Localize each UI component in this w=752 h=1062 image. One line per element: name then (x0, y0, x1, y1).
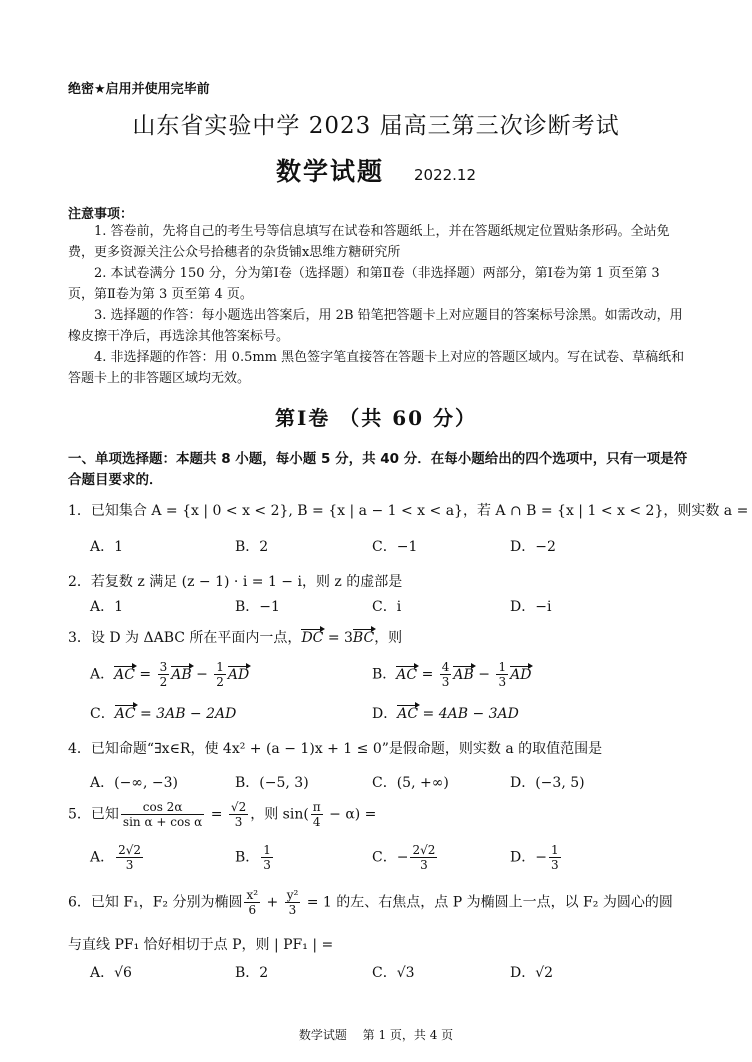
question-text: 设 D 为 ΔABC 所在平面内一点， (90, 630, 302, 646)
option-label: A． (90, 849, 115, 866)
denominator: 3 (498, 675, 507, 689)
question-number: 3． (68, 630, 91, 646)
minus: − (473, 666, 495, 683)
denominator: 2 (216, 675, 224, 689)
denominator: 3 (441, 675, 450, 689)
option-text: = 4AB − 3AD (422, 706, 519, 722)
question-2-stem (68, 571, 402, 591)
question-text: 已知集合 A = {x | 0 < x < 2}, B = {x | a − 1 < x < a}，若 A ∩ B = {x | 1 < x < 2}，则实数 a = (90, 503, 749, 519)
denominator: sin α + cos α (122, 815, 203, 829)
vector-ac: AC (397, 706, 419, 722)
fraction (214, 660, 226, 689)
fraction (496, 660, 508, 689)
question-6-stem-line2: 与直线 PF₁ 恰好相切于点 P，则 | PF₁ | = (68, 937, 334, 953)
vector-ac: AC (114, 706, 136, 722)
numerator: 4 (441, 660, 450, 674)
question-number: 6． (68, 894, 91, 911)
minus: − (191, 666, 213, 683)
fraction (158, 660, 170, 689)
question-text: 已知命题“∃x∈R，使 4x² + (a − 1)x + 1 ≤ 0”是假命题，则实数 a 的取值范围是 (90, 741, 603, 757)
page-footer: 数学试题 第 1 页，共 4 页 (298, 1028, 454, 1042)
fraction (121, 800, 204, 829)
fraction (410, 843, 437, 872)
q3-option-a (90, 660, 249, 689)
option-label: B． (235, 849, 260, 866)
vector-ab: AB (453, 666, 474, 683)
fraction (244, 888, 260, 917)
notice-item: 1. 答卷前，先将自己的考生号等信息填写在试卷和答题纸上，并在答题纸规定位置贴条形码。全站免费，更多资源关注公众号拾穗者的杂货铺x思维方糖研究所 (68, 224, 670, 260)
question-text: 已知 F₁，F₂ 分别为椭圆 (90, 894, 243, 911)
exam-subject (0, 152, 752, 188)
question-6-stem (68, 888, 673, 917)
fraction (311, 800, 323, 829)
notice-item: 3. 选择题的作答：每小题选出答案后，用 2B 铅笔把答题卡上对应题目的答案标号涂黑。如需改动，用橡皮擦干净后，再选涂其他答案标号。 (68, 308, 683, 344)
equals: = (417, 666, 438, 683)
denominator: 4 (312, 815, 321, 829)
numerator: 1 (216, 660, 224, 674)
secret-label: 绝密★启用并使用完毕前 (68, 82, 210, 97)
question-5-stem (68, 800, 376, 829)
volume-title: 第Ⅰ卷 （共 60 分） (274, 406, 478, 430)
question-text: = 1 的左、右焦点，点 P 为椭圆上一点，以 F₂ 为圆心的圆 (302, 894, 673, 911)
q3-option-c (90, 703, 236, 723)
vector-ab: AB (171, 666, 192, 683)
q2-option-b: B．−1 (235, 599, 280, 615)
q6-option-b: B．2 (235, 965, 269, 981)
equals: = (206, 806, 227, 823)
question-number: 1． (68, 503, 91, 519)
vector-dc: DC (301, 630, 324, 646)
option-label: C．− (372, 849, 409, 866)
numerator: 1 (263, 843, 271, 857)
q3-option-d (372, 703, 519, 723)
fraction (116, 843, 143, 872)
exam-date: 2022.12 (413, 166, 477, 184)
q4-option-a: A．(−∞, −3) (90, 775, 178, 791)
denominator: 2 (159, 675, 168, 689)
q5-option-a (90, 843, 145, 872)
q5-option-c (372, 843, 439, 872)
equals: = (134, 666, 156, 683)
q1-option-d: D．−2 (510, 539, 556, 555)
q2-option-d: D．−i (510, 599, 552, 615)
numerator: 2√2 (412, 843, 436, 857)
q1-option-a: A．1 (90, 539, 124, 555)
notice-item: 4. 非选择题的作答：用 0.5mm 黑色签字笔直接答在答题卡上对应的答题区域内。写在试卷、草稿纸和答题卡上的非答题区域均无效。 (68, 350, 685, 386)
question-text: ，则 (374, 630, 403, 646)
q3-option-b (372, 660, 531, 689)
option-label: C． (90, 706, 115, 722)
fraction (549, 843, 561, 872)
question-3-stem (68, 627, 402, 647)
fraction (440, 660, 452, 689)
q4-option-c: C．(5, +∞) (372, 775, 449, 791)
question-number: 5． (68, 806, 91, 823)
q6-option-a: A．√6 (90, 965, 132, 981)
numerator: π (312, 800, 321, 814)
q4-option-b: B．(−5, 3) (235, 775, 309, 791)
numerator: 2√2 (118, 843, 142, 857)
denominator: 3 (125, 858, 134, 872)
denominator: 3 (550, 858, 559, 872)
option-label: D． (372, 706, 398, 722)
question-number: 4． (68, 741, 91, 757)
question-text: ，则 sin( (250, 806, 309, 823)
question-text: 已知 (90, 806, 119, 823)
q5-option-d (510, 843, 563, 872)
fraction (261, 843, 273, 872)
fraction (229, 800, 248, 829)
denominator: 6 (248, 903, 257, 917)
question-number: 2． (68, 574, 91, 590)
question-4-stem (68, 738, 602, 758)
q1-option-c: C．−1 (372, 539, 418, 555)
question-text: − α) = (324, 806, 377, 823)
notice-heading: 注意事项： (68, 207, 134, 222)
option-label: A． (90, 666, 115, 683)
vector-ad: AD (227, 666, 250, 683)
q4-option-d: D．(−3, 5) (510, 775, 585, 791)
q6-option-c: C．√3 (372, 965, 415, 981)
vector-ac: AC (114, 666, 135, 683)
notice-list (68, 221, 688, 389)
vector-ad: AD (510, 666, 532, 683)
denominator: 3 (234, 815, 243, 829)
q2-option-c: C．i (372, 599, 402, 615)
numerator: cos 2α (121, 800, 204, 815)
q6-option-d: D．√2 (510, 965, 554, 981)
exam-title: 山东省实验中学 2023 届高三第三次诊断考试 (132, 113, 620, 139)
vector-ac: AC (396, 666, 418, 683)
section-title: 一、单项选择题：本题共 8 小题，每小题 5 分，共 40 分．在每小题给出的四个选项中，只有一项是符合题目要求的． (68, 451, 688, 488)
numerator: √2 (230, 800, 247, 814)
option-label: D．− (510, 849, 547, 866)
numerator: y² (286, 888, 299, 902)
denominator: 3 (263, 858, 271, 872)
plus: + (262, 894, 283, 911)
vector-bc: BC (352, 630, 375, 646)
numerator: 3 (159, 660, 168, 674)
fraction (285, 888, 301, 917)
notice-item: 2. 本试卷满分 150 分，分为第Ⅰ卷（选择题）和第Ⅱ卷（非选择题）两部分，第Ⅰ卷为第 1 页至第 3 页，第Ⅱ卷为第 3 页至第 4 页。 (68, 266, 660, 302)
option-label: B． (372, 666, 397, 683)
denominator: 3 (288, 903, 297, 917)
numerator: x² (246, 888, 259, 902)
equals: = 3 (323, 630, 353, 646)
numerator: 1 (498, 660, 507, 674)
numerator: 1 (550, 843, 559, 857)
option-text: = 3AB − 2AD (140, 706, 237, 722)
denominator: 3 (420, 858, 428, 872)
question-text: 若复数 z 满足 (z − 1) · i = 1 − i，则 z 的虚部是 (90, 574, 403, 590)
q2-option-a: A．1 (90, 599, 124, 615)
q1-option-b: B．2 (235, 539, 269, 555)
subject-name: 数学试题 (275, 157, 384, 186)
q5-option-b (235, 843, 275, 872)
question-1-stem (68, 500, 748, 520)
